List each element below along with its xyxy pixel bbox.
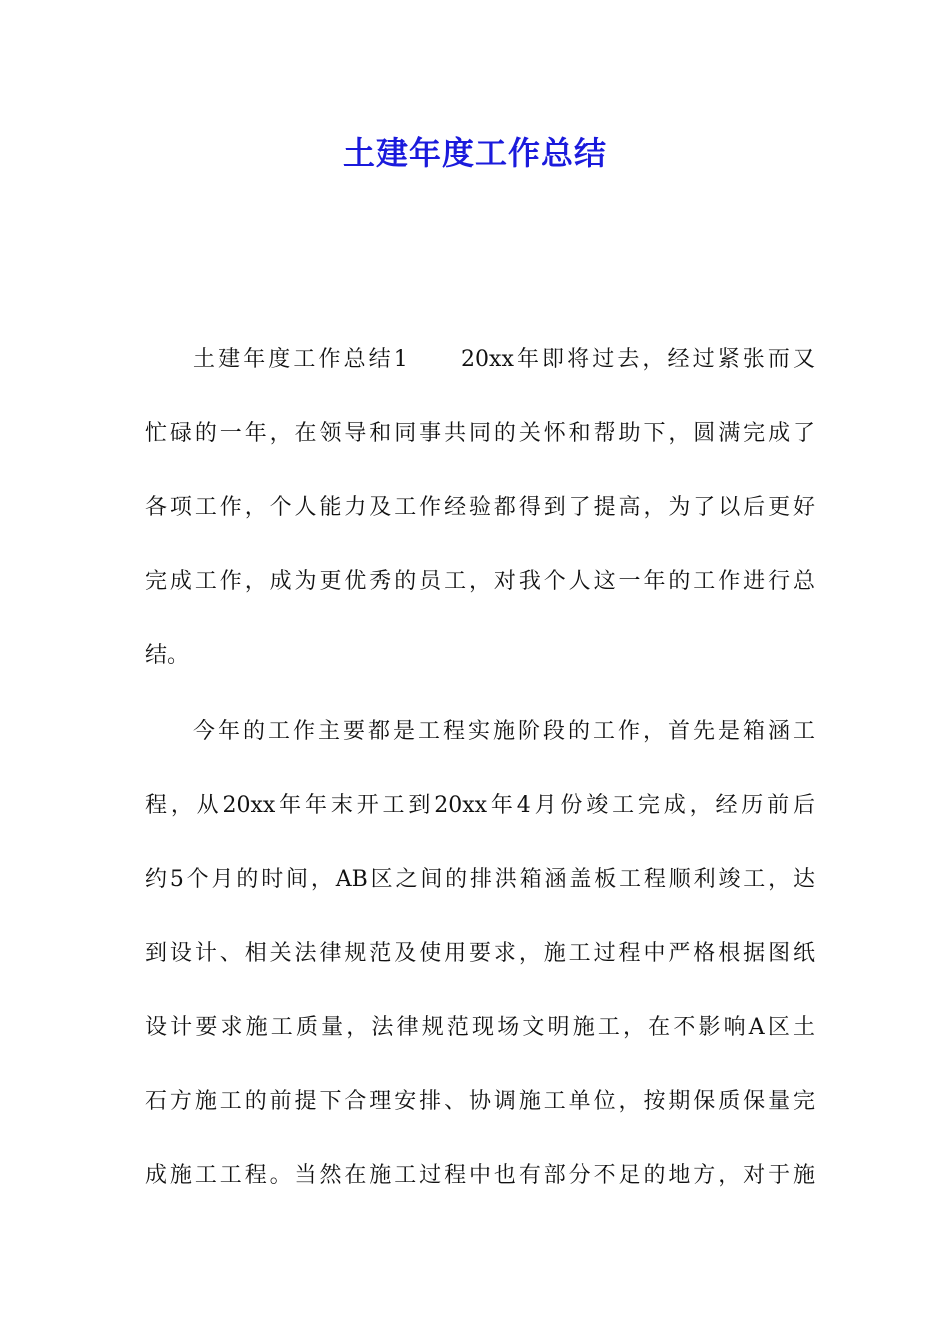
paragraph-line: 设计要求施工质量，法律规范现场文明施工，在不影响A区土	[145, 1015, 815, 1040]
document-title: 土建年度工作总结	[342, 134, 607, 172]
paragraph-line: 约5个月的时间，AB区之间的排洪箱涵盖板工程顺利竣工，达	[145, 867, 815, 892]
paragraph-line: 石方施工的前提下合理安排、协调施工单位，按期保质保量完	[145, 1089, 815, 1114]
paragraph-line: 今年的工作主要都是工程实施阶段的工作，首先是箱涵工	[193, 719, 815, 744]
paragraph-line: 程，从20xx年年末开工到20xx年4月份竣工完成，经历前后	[145, 793, 815, 818]
paragraph-line: 忙碌的一年，在领导和同事共同的关怀和帮助下，圆满完成了	[145, 421, 815, 446]
paragraph-line: 成施工工程。当然在施工过程中也有部分不足的地方，对于施	[145, 1163, 815, 1188]
paragraph-line: 到设计、相关法律规范及使用要求，施工过程中严格根据图纸	[145, 941, 815, 966]
paragraph-line: 完成工作，成为更优秀的员工，对我个人这一年的工作进行总	[145, 569, 815, 594]
paragraph-line: 土建年度工作总结1 20xx年即将过去，经过紧张而又	[193, 347, 815, 372]
paragraph-line: 各项工作，个人能力及工作经验都得到了提高，为了以后更好	[145, 495, 815, 520]
paragraph-line: 结。	[145, 643, 190, 668]
